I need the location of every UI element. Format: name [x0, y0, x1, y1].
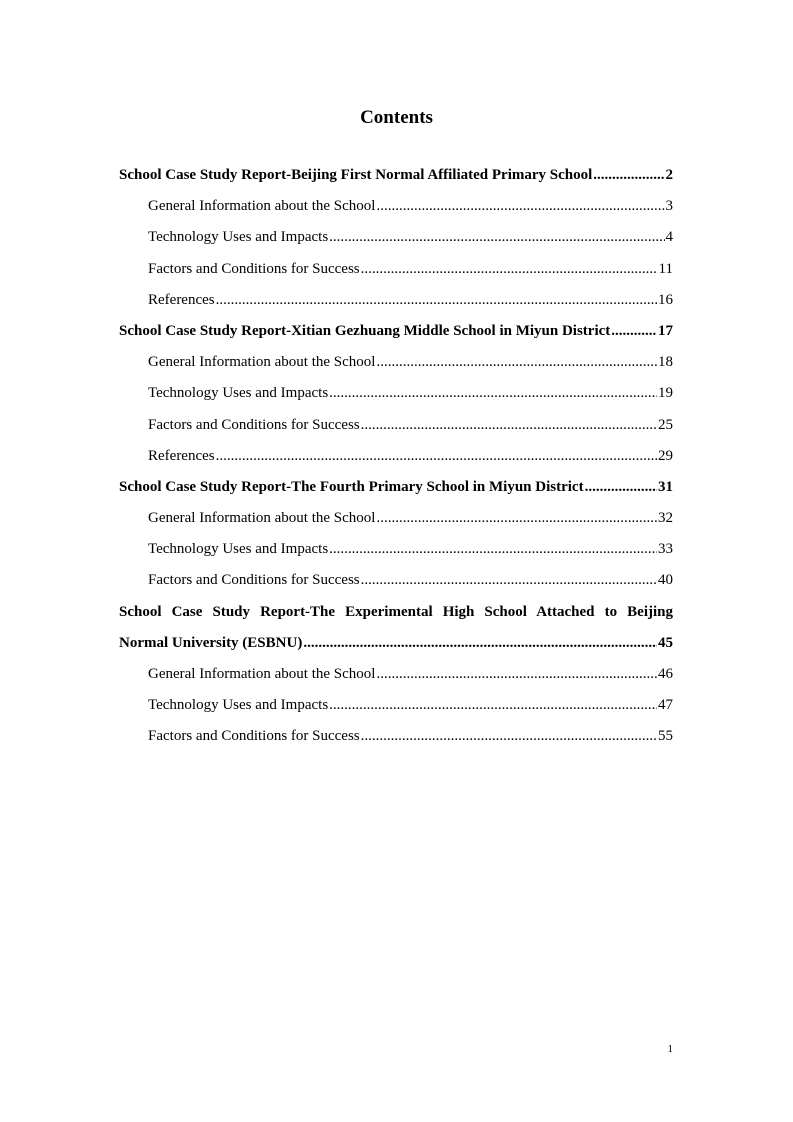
- toc-entry-title: Technology Uses and Impacts: [148, 697, 329, 714]
- toc-dot-leader: [361, 724, 657, 748]
- table-of-contents: [119, 163, 673, 756]
- toc-entry-page: 45: [658, 634, 673, 651]
- toc-entry-page: 29: [658, 447, 673, 464]
- toc-entry-page: 16: [658, 291, 673, 308]
- toc-dot-leader: [376, 194, 664, 218]
- toc-entry-page: 17: [658, 322, 673, 339]
- toc-dot-leader: [376, 662, 657, 686]
- toc-dot-leader: [329, 537, 657, 561]
- toc-entry-title: Factors and Conditions for Success: [148, 728, 360, 745]
- toc-entry-page: 4: [665, 229, 673, 246]
- toc-entry-page: 31: [658, 478, 673, 495]
- toc-entry[interactable]: [119, 537, 673, 568]
- toc-entry-title: School Case Study Report-The Fourth Primary School in Miyun District: [119, 478, 584, 495]
- toc-entry[interactable]: [119, 225, 673, 256]
- page-number: 1: [667, 1043, 673, 1055]
- toc-entry[interactable]: [119, 444, 673, 475]
- toc-dot-leader: [216, 288, 657, 312]
- toc-dot-leader: [361, 257, 658, 281]
- toc-dot-leader: [611, 319, 657, 343]
- toc-dot-leader: [303, 631, 657, 655]
- toc-entry-page: 46: [658, 666, 673, 682]
- toc-entry-page: 3: [665, 198, 673, 215]
- toc-entry-page: 11: [658, 260, 673, 277]
- toc-entry-title: General Information about the School: [148, 510, 376, 527]
- toc-entry-title: Technology Uses and Impacts: [148, 385, 329, 402]
- page-title: Contents: [360, 107, 433, 128]
- toc-entry-title: School Case Study Report-Beijing First Normal Affiliated Primary School: [119, 167, 593, 183]
- toc-dot-leader: [216, 444, 657, 468]
- toc-entry-page: 47: [658, 697, 673, 714]
- toc-entry-title: Normal University (ESBNU): [119, 634, 303, 651]
- toc-entry[interactable]: [119, 662, 673, 693]
- toc-dot-leader: [593, 163, 664, 187]
- toc-entry[interactable]: [119, 350, 673, 381]
- toc-entry[interactable]: [119, 381, 673, 412]
- toc-entry[interactable]: [119, 288, 673, 319]
- toc-dot-leader: [329, 225, 664, 249]
- toc-entry-title: General Information about the School: [148, 354, 376, 371]
- toc-entry-page: 25: [658, 416, 673, 433]
- toc-entry[interactable]: [119, 693, 673, 724]
- toc-entry-page: 19: [658, 385, 673, 402]
- toc-entry-title: References: [148, 447, 215, 464]
- toc-entry[interactable]: [119, 568, 673, 599]
- toc-dot-leader: [329, 693, 657, 717]
- toc-entry-title: General Information about the School: [148, 666, 376, 682]
- toc-entry-page: 33: [658, 541, 673, 558]
- toc-entry-title: References: [148, 291, 215, 308]
- toc-entry[interactable]: [119, 506, 673, 537]
- toc-dot-leader: [376, 350, 657, 374]
- toc-dot-leader: [361, 568, 657, 592]
- toc-entry-title: General Information about the School: [148, 198, 376, 215]
- toc-entry[interactable]: [119, 724, 673, 755]
- toc-dot-leader: [329, 381, 657, 405]
- toc-entry-page: 55: [658, 728, 673, 745]
- toc-entry[interactable]: [119, 475, 673, 506]
- toc-entry[interactable]: [119, 413, 673, 444]
- toc-entry-title: School Case Study Report-Xitian Gezhuang Middle School in Miyun District: [119, 322, 611, 339]
- toc-entry-page: 40: [658, 572, 673, 589]
- toc-entry-title-line1: School Case Study Report-The Experimental High School Attached to Beijing: [119, 603, 673, 620]
- toc-entry-page: 2: [665, 167, 673, 183]
- toc-dot-leader: [361, 413, 657, 437]
- toc-entry-line1[interactable]: [119, 600, 673, 631]
- toc-entry[interactable]: [119, 163, 673, 194]
- toc-entry-title: Technology Uses and Impacts: [148, 541, 329, 558]
- toc-entry-title: Factors and Conditions for Success: [148, 260, 360, 277]
- toc-entry[interactable]: [119, 194, 673, 225]
- toc-entry-title: Factors and Conditions for Success: [148, 572, 360, 589]
- toc-entry[interactable]: [119, 257, 673, 288]
- toc-entry-page: 18: [658, 354, 673, 371]
- toc-entry[interactable]: [119, 631, 673, 662]
- toc-entry-page: 32: [658, 510, 673, 527]
- toc-dot-leader: [376, 506, 657, 530]
- toc-entry-title: Factors and Conditions for Success: [148, 416, 360, 433]
- toc-entry[interactable]: [119, 319, 673, 350]
- toc-dot-leader: [585, 475, 657, 499]
- toc-entry-title: Technology Uses and Impacts: [148, 229, 329, 246]
